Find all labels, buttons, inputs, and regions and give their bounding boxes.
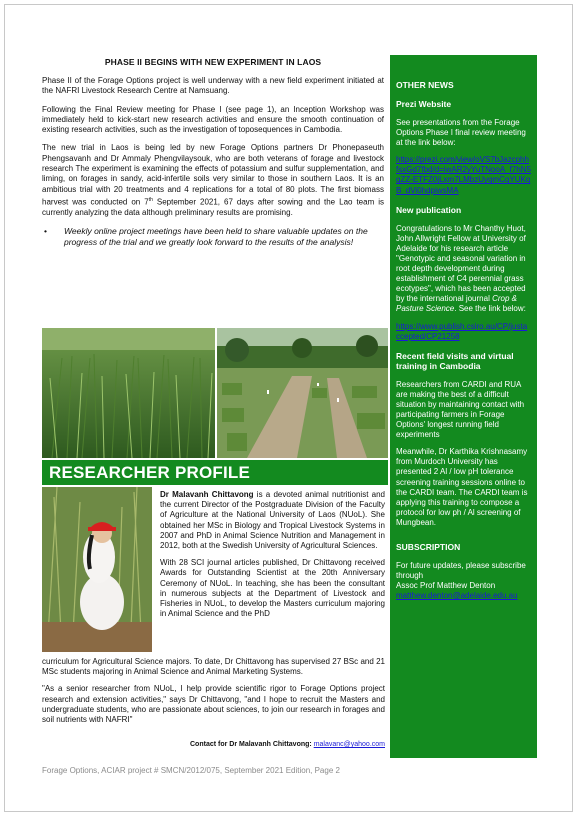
contact-email-link[interactable]: malavanc@yahoo.com <box>313 741 385 748</box>
contact-line <box>42 741 385 748</box>
trial-plots-photo <box>217 328 388 458</box>
training-text: Meanwhile, Dr Karthika Krishnasamy from Murdoch University has presented 2 Al / low pH tolerance screening training sessions online to the CARDI team. The CARDI team is applying this training to compose a protocol for low ph / Al screening of Mungbean. <box>396 447 528 527</box>
profile-paragraph: curriculum for Agricultural Science majors. To date, Dr Chittavong has supervised 27 BSc and 21 MSc students majoring in Animal Science and Animal Marketing Systems. <box>42 657 385 677</box>
article-text: September 2021, 67 days after sowing and the Lao team is currently analyzing the data although preliminary results are promising. <box>42 197 385 217</box>
article-paragraph <box>42 143 384 218</box>
ordinal-suffix: th <box>148 196 153 203</box>
forage-field-photo <box>42 328 215 458</box>
other-news-sidebar <box>390 55 537 758</box>
prezi-heading: Prezi Website <box>396 99 452 109</box>
article-text: The new trial in Laos is being led by new Forage Options partners Dr Phonepaseuth Phengsavanh and Dr Ammaly Phengvilaysouk, who are both veterans of forage and livestock research The experiment is examining the effects of potassium and sulfur supplementation, and liming, on forages in sandy, acid-infertile soils very similar to those in southern Laos. It is an ambitious trial with 20 treatments and 4 replications for a total of 80 plots. The first biomass harvest was conducted on 7 <box>42 143 384 207</box>
article-paragraph: Following the Final Review meeting for Phase I (see page 1), an Inception Workshop was immediately held to kick-start new research activities and ensure the smooth continuation of existing research activities, such as the investigation of toposequences in Cambodia. <box>42 104 384 135</box>
publication-text-part: Congratulations to Mr Chanthy Huot, John Allwright Fellow at University of Adelaide for his research article "Genotypic and seasonal variation in root depth development during establishment of C4 perennial grass ecotypes", which has been accepted by the international journal <box>396 223 526 304</box>
prezi-text: See presentations from the Forage Options Phase I final review meeting at the link below: <box>396 118 526 148</box>
bullet-item <box>42 226 384 248</box>
profile-intro <box>160 490 385 626</box>
bullet-mark: • <box>44 226 47 237</box>
subscription-text: For future updates, please subscribe through <box>396 561 526 581</box>
contact-label: Contact for Dr Malavanh Chittavong: <box>190 741 312 748</box>
main-article <box>42 55 384 256</box>
page-footer: Forage Options, ACIAR project # SMCN/2012/075, September 2021 Edition, Page 2 <box>42 766 340 775</box>
researcher-portrait <box>42 487 152 652</box>
field-visits-heading: Recent field visits and virtual training in Cambodia <box>396 350 514 371</box>
subscription-email-link[interactable]: matthew.denton@adelaide.edu.au <box>396 591 518 601</box>
subscription-contact-name: Assoc Prof Matthew Denton <box>396 581 496 591</box>
profile-paragraph: With 28 SCI journal articles published, Dr Chittavong received Awards for Outstanding Scientist at the 20th Anniversary Ceremony of NUoL. In teaching, she has been the consultant in numerous subjects at the Department of Livestock and Fisheries in NUoL, to develop the Masters curriculum majoring in Animal Science and the PhD <box>160 558 385 619</box>
bullet-text: Weekly online project meetings have been held to share valuable updates on the progress of the trial and we greatly look forward to the results of the analysis! <box>64 226 368 248</box>
sidebar-heading: OTHER NEWS <box>396 80 454 90</box>
profile-quote: "As a senior researcher from NUoL, I help provide scientific rigor to Forage Options project research and extension activities," says Dr Chittavong, "and I hope to recruit the Masters and undergraduate students, who are passionate about sciences, to join our research in forages and soil nutrients with NAFRI" <box>42 684 385 725</box>
profile-paragraph <box>160 490 385 551</box>
researcher-profile-heading: RESEARCHER PROFILE <box>42 460 388 485</box>
field-photos <box>42 328 388 458</box>
profile-continued <box>42 657 385 732</box>
subscription-heading: SUBSCRIPTION <box>396 542 461 552</box>
publication-link[interactable]: https://www.publish.csiro.au/CP/justaccepted/CP21258 <box>396 321 528 341</box>
publication-heading: New publication <box>396 204 462 215</box>
field-visits-text: Researchers from CARDI and RUA are making the best of a difficult situation by maintaining contact with participating farmers in Forage Options' longest running field experiments <box>396 379 525 440</box>
profile-text: is a devoted animal nutritionist and the current Director of the Postgraduate Division of the Faculty of Agriculture at the National University of Laos (NUoL). She obtained her MSc in Biology and Tropical Livestock Systems in 2007 and PhD in Animal Science Nutrition and Management in 2012, both at the Swedish University of Agricultural Sciences. <box>160 490 385 551</box>
article-title: PHASE II BEGINS WITH NEW EXPERIMENT IN LAOS <box>104 57 322 67</box>
publication-text-part: . See the link below: <box>454 304 526 314</box>
publication-text <box>396 224 531 315</box>
researcher-name: Dr Malavanh Chittavong <box>160 490 254 499</box>
prezi-link[interactable]: https://prezi.com/view/oVS7bJazcphhfsxGd7fbd/d=iwAR2yYuTNooA_f7hN5gZZ-ETFZ0jLxm7LMbzUyqmCqYUKqB_dVi0hdpiwsMA <box>396 155 531 195</box>
journal-name: Crop & Pasture Science <box>396 294 517 314</box>
article-paragraph: Phase II of the Forage Options project is well underway with a new field experiment initiated at the NAFRI Livestock Research Centre at Namsuang. <box>42 76 384 96</box>
